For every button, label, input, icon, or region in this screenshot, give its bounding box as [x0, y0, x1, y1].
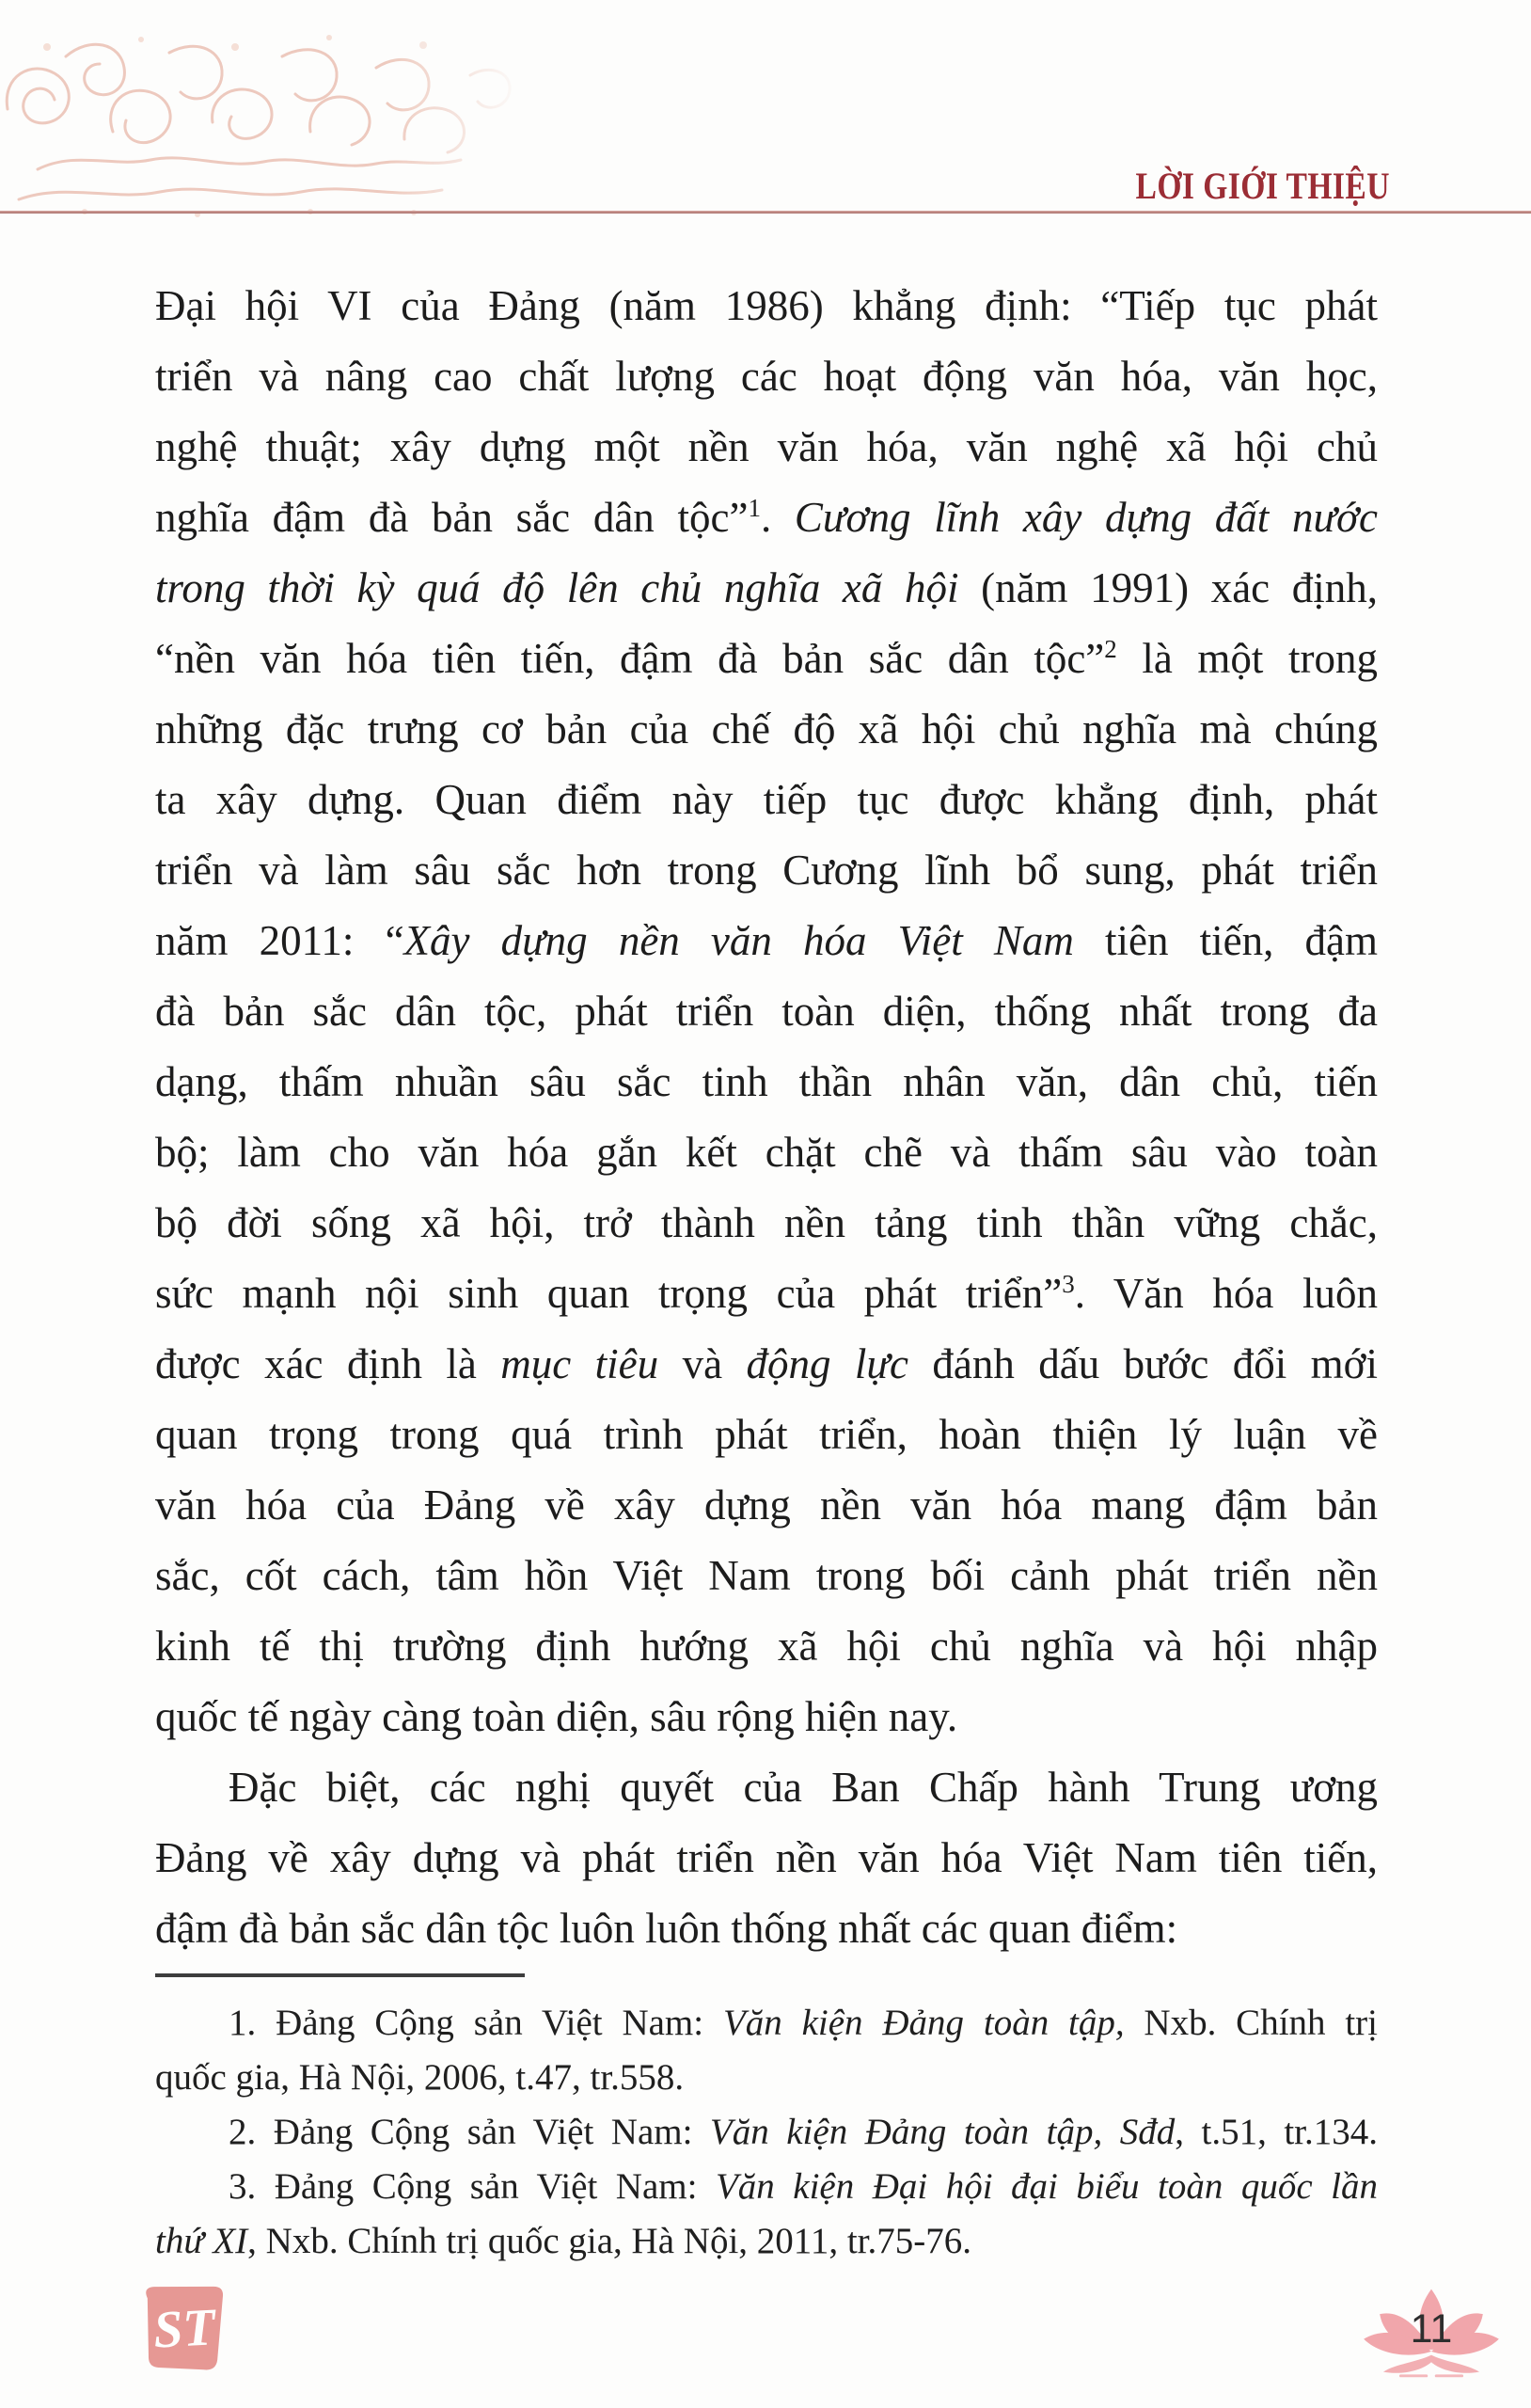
footnote-line: 1. Đảng Cộng sản Việt Nam: Văn kiện Đảng toàn tập, Nxb. Chính trị: [229, 2003, 1379, 2043]
page-title: LỜI GIỚI THIỆU: [1135, 165, 1390, 207]
body-line: quốc tế ngày càng toàn diện, sâu rộng hiện nay.: [155, 1693, 958, 1740]
dragon-ornament-icon: [0, 19, 536, 221]
body-line: sắc, cốt cách, tâm hồn Việt Nam trong bối cảnh phát triển nền: [155, 1552, 1378, 1599]
body-line: “nền văn hóa tiên tiến, đậm đà bản sắc dân tộc”$^2$ là một trong: [155, 635, 1379, 682]
body-line: đà bản sắc dân tộc, phát triển toàn diện, thống nhất trong đa: [155, 988, 1378, 1035]
page-number: 11: [1410, 2306, 1453, 2352]
footnotes: [155, 1996, 1378, 2269]
body-line: triển và làm sâu sắc hơn trong Cương lĩnh bổ sung, phát triển: [155, 847, 1378, 894]
body-line: dạng, thấm nhuần sâu sắc tinh thần nhân văn, dân chủ, tiến: [155, 1058, 1378, 1105]
body-line: nghệ thuật; xây dựng một nền văn hóa, văn nghệ xã hội chủ: [155, 423, 1378, 470]
body-line: những đặc trưng cơ bản của chế độ xã hội chủ nghĩa mà chúng: [155, 705, 1378, 752]
body-line: được xác định là mục tiêu và động lực đánh dấu bước đổi mới: [155, 1340, 1378, 1387]
body-line: ta xây dựng. Quan điểm này tiếp tục được khẳng định, phát: [155, 776, 1378, 823]
body-text: [155, 271, 1378, 1964]
body-line: năm 2011: “Xây dựng nền văn hóa Việt Nam tiên tiến, đậm: [155, 917, 1378, 964]
footnote-line: 2. Đảng Cộng sản Việt Nam: Văn kiện Đảng toàn tập, Sđd, t.51, tr.134.: [229, 2112, 1378, 2152]
body-line: đậm đà bản sắc dân tộc luôn luôn thống nhất các quan điểm:: [155, 1905, 1178, 1952]
body-line: kinh tế thị trường định hướng xã hội chủ nghĩa và hội nhập: [155, 1623, 1378, 1670]
footnote-line: thứ XI, Nxb. Chính trị quốc gia, Hà Nội, 2011, tr.75-76.: [155, 2221, 971, 2261]
body-line: Đảng về xây dựng và phát triển nền văn hóa Việt Nam tiên tiến,: [155, 1834, 1378, 1881]
page-number-lotus: [1358, 2284, 1505, 2382]
body-line: triển và nâng cao chất lượng các hoạt động văn hóa, văn học,: [155, 353, 1378, 400]
footnote-line: 3. Đảng Cộng sản Việt Nam: Văn kiện Đại hội đại biểu toàn quốc lần: [229, 2166, 1379, 2207]
body-line: trong thời kỳ quá độ lên chủ nghĩa xã hội (năm 1991) xác định,: [155, 564, 1378, 611]
publisher-logo: [139, 2282, 229, 2376]
body-line: Đại hội VI của Đảng (năm 1986) khẳng định: “Tiếp tục phát: [155, 282, 1378, 329]
footnote-separator: [155, 1973, 525, 1977]
body-line: Đặc biệt, các nghị quyết của Ban Chấp hành Trung ương: [229, 1764, 1378, 1811]
body-line: sức mạnh nội sinh quan trọng của phát triển”$^3$. Văn hóa luôn: [155, 1270, 1379, 1317]
footnote-line: quốc gia, Hà Nội, 2006, t.47, tr.558.: [155, 2057, 685, 2098]
body-line: quan trọng trong quá trình phát triển, hoàn thiện lý luận về: [155, 1411, 1378, 1458]
header-rule: [0, 211, 1531, 214]
logo-text: ST: [151, 2298, 217, 2360]
body-line: nghĩa đậm đà bản sắc dân tộc”$^1$. Cương lĩnh xây dựng đất nước: [155, 494, 1379, 541]
body-line: bộ; làm cho văn hóa gắn kết chặt chẽ và thấm sâu vào toàn: [155, 1129, 1378, 1176]
body-line: văn hóa của Đảng về xây dựng nền văn hóa mang đậm bản: [155, 1481, 1378, 1529]
body-line: bộ đời sống xã hội, trở thành nền tảng tinh thần vững chắc,: [155, 1199, 1378, 1246]
